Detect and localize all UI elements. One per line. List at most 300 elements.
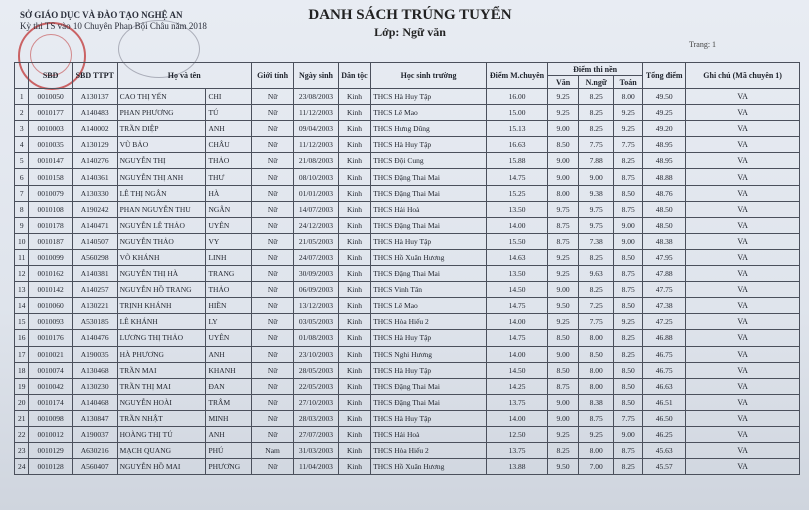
cell-given-name: PHÚ <box>206 443 251 459</box>
cell-ethnic: Kinh <box>338 282 371 298</box>
cell-gender: Nữ <box>251 394 293 410</box>
cell-literature: 9.25 <box>548 314 579 330</box>
table-row <box>15 426 800 442</box>
cell-surname: NGUYỄN HỒ TRANG <box>117 282 206 298</box>
cell-given-name: HÀ <box>206 185 251 201</box>
cell-gender: Nữ <box>251 249 293 265</box>
cell-sbd: 0010162 <box>29 266 72 282</box>
cell-math: 8.25 <box>614 346 643 362</box>
cell-note: VA <box>686 394 800 410</box>
cell-note: VA <box>686 217 800 233</box>
table-row <box>15 443 800 459</box>
col-sbd-ttpt: SBD TTPT <box>72 63 117 89</box>
cell-school: THCS Hà Huy Tập <box>371 330 487 346</box>
cell-sbd: 0010093 <box>29 314 72 330</box>
cell-stt: 23 <box>15 443 29 459</box>
cell-stt: 19 <box>15 378 29 394</box>
cell-stt: 6 <box>15 169 29 185</box>
cell-literature: 9.00 <box>548 121 579 137</box>
cell-foreign-language: 8.00 <box>579 362 614 378</box>
cell-foreign-language: 7.75 <box>579 314 614 330</box>
table-row <box>15 346 800 362</box>
cell-literature: 8.50 <box>548 137 579 153</box>
cell-school: THCS Hồ Xuân Hương <box>371 459 487 475</box>
table-row <box>15 121 800 137</box>
cell-ethnic: Kinh <box>338 185 371 201</box>
cell-total: 46.75 <box>643 346 686 362</box>
cell-surname: LÊ THỊ NGÂN <box>117 185 206 201</box>
col-literature: Văn <box>548 76 579 89</box>
cell-sbd-ttpt: A560298 <box>72 249 117 265</box>
class-subtitle: Lớp: Ngữ văn <box>374 25 446 39</box>
cell-math: 8.25 <box>614 330 643 346</box>
cell-total: 48.50 <box>643 201 686 217</box>
cell-math: 8.25 <box>614 153 643 169</box>
cell-school: THCS Lê Mao <box>371 298 487 314</box>
cell-literature: 8.00 <box>548 185 579 201</box>
cell-surname: HOÀNG THỊ TÚ <box>117 426 206 442</box>
cell-stt: 14 <box>15 298 29 314</box>
cell-gender: Nữ <box>251 282 293 298</box>
cell-foreign-language: 8.50 <box>579 346 614 362</box>
cell-sbd: 0010174 <box>29 394 72 410</box>
cell-sbd-ttpt: A130221 <box>72 298 117 314</box>
cell-school: THCS Đặng Thai Mai <box>371 185 487 201</box>
cell-given-name: THẢO <box>206 153 251 169</box>
cell-math: 9.25 <box>614 105 643 121</box>
cell-math: 7.75 <box>614 137 643 153</box>
cell-sbd: 0010098 <box>29 410 72 426</box>
cell-math: 8.00 <box>614 89 643 105</box>
cell-sbd-ttpt: A530185 <box>72 314 117 330</box>
table-row <box>15 89 800 105</box>
table-row <box>15 362 800 378</box>
table-row <box>15 153 800 169</box>
cell-sbd: 0010129 <box>29 443 72 459</box>
cell-math: 8.50 <box>614 185 643 201</box>
cell-specialty-score: 14.75 <box>486 298 547 314</box>
cell-specialty-score: 14.75 <box>486 169 547 185</box>
cell-foreign-language: 7.75 <box>579 137 614 153</box>
cell-sbd-ttpt: A140361 <box>72 169 117 185</box>
col-name: Họ và tên <box>117 63 251 89</box>
cell-dob: 24/07/2003 <box>294 249 338 265</box>
cell-note: VA <box>686 282 800 298</box>
cell-total: 46.88 <box>643 330 686 346</box>
cell-sbd-ttpt: A140002 <box>72 121 117 137</box>
cell-given-name: TRANG <box>206 266 251 282</box>
cell-sbd-ttpt: A190035 <box>72 346 117 362</box>
cell-math: 9.00 <box>614 217 643 233</box>
table-row <box>15 169 800 185</box>
table-row <box>15 410 800 426</box>
cell-note: VA <box>686 459 800 475</box>
cell-stt: 10 <box>15 233 29 249</box>
table-row <box>15 378 800 394</box>
document-title: DANH SÁCH TRÚNG TUYỂN <box>308 7 512 23</box>
cell-note: VA <box>686 410 800 426</box>
cell-specialty-score: 15.13 <box>486 121 547 137</box>
cell-school: THCS Hòa Hiếu 2 <box>371 443 487 459</box>
cell-school: THCS Đặng Thai Mai <box>371 378 487 394</box>
cell-sbd-ttpt: A190037 <box>72 426 117 442</box>
cell-total: 47.38 <box>643 298 686 314</box>
cell-note: VA <box>686 378 800 394</box>
cell-specialty-score: 13.75 <box>486 394 547 410</box>
cell-stt: 18 <box>15 362 29 378</box>
cell-school: THCS Hưng Dũng <box>371 121 487 137</box>
cell-note: VA <box>686 185 800 201</box>
cell-foreign-language: 8.00 <box>579 443 614 459</box>
cell-literature: 9.50 <box>548 298 579 314</box>
cell-math: 7.75 <box>614 410 643 426</box>
cell-specialty-score: 15.00 <box>486 105 547 121</box>
cell-dob: 11/12/2003 <box>294 137 338 153</box>
cell-dob: 31/03/2003 <box>294 443 338 459</box>
cell-school: THCS Hồ Xuân Hương <box>371 249 487 265</box>
cell-literature: 8.75 <box>548 378 579 394</box>
cell-total: 46.63 <box>643 378 686 394</box>
cell-ethnic: Kinh <box>338 105 371 121</box>
cell-math: 8.75 <box>614 282 643 298</box>
cell-note: VA <box>686 137 800 153</box>
cell-stt: 7 <box>15 185 29 201</box>
cell-ethnic: Kinh <box>338 137 371 153</box>
cell-note: VA <box>686 298 800 314</box>
cell-dob: 13/12/2003 <box>294 298 338 314</box>
cell-surname: NGUYỄN HỒ MAI <box>117 459 206 475</box>
cell-sbd: 0010079 <box>29 185 72 201</box>
cell-foreign-language: 7.25 <box>579 298 614 314</box>
table-row <box>15 298 800 314</box>
cell-gender: Nữ <box>251 153 293 169</box>
table-row <box>15 185 800 201</box>
cell-total: 49.25 <box>643 105 686 121</box>
cell-specialty-score: 15.50 <box>486 233 547 249</box>
cell-sbd-ttpt: A140257 <box>72 282 117 298</box>
col-base-scores: Điểm thi nền <box>548 63 643 76</box>
cell-gender: Nữ <box>251 201 293 217</box>
cell-specialty-score: 13.88 <box>486 459 547 475</box>
cell-dob: 24/12/2003 <box>294 217 338 233</box>
cell-specialty-score: 12.50 <box>486 426 547 442</box>
issuer-department: SỞ GIÁO DỤC VÀ ĐÀO TẠO NGHỆ AN <box>20 10 183 20</box>
cell-math: 8.50 <box>614 394 643 410</box>
cell-math: 8.75 <box>614 201 643 217</box>
cell-ethnic: Kinh <box>338 169 371 185</box>
cell-sbd: 0010074 <box>29 362 72 378</box>
cell-specialty-score: 16.00 <box>486 89 547 105</box>
cell-literature: 9.75 <box>548 201 579 217</box>
cell-given-name: TÚ <box>206 105 251 121</box>
cell-sbd: 0010142 <box>29 282 72 298</box>
cell-ethnic: Kinh <box>338 314 371 330</box>
cell-literature: 9.00 <box>548 169 579 185</box>
cell-literature: 9.25 <box>548 426 579 442</box>
cell-sbd-ttpt: A140468 <box>72 394 117 410</box>
cell-note: VA <box>686 426 800 442</box>
cell-gender: Nữ <box>251 378 293 394</box>
cell-specialty-score: 14.25 <box>486 378 547 394</box>
cell-ethnic: Kinh <box>338 89 371 105</box>
cell-specialty-score: 14.50 <box>486 282 547 298</box>
col-ethnic: Dân tộc <box>338 63 371 89</box>
cell-surname: NGUYỄN THỊ ANH <box>117 169 206 185</box>
cell-sbd-ttpt: A560407 <box>72 459 117 475</box>
cell-total: 46.50 <box>643 410 686 426</box>
cell-sbd-ttpt: A130137 <box>72 89 117 105</box>
cell-sbd: 0010176 <box>29 330 72 346</box>
cell-school: THCS Vinh Tân <box>371 282 487 298</box>
cell-ethnic: Kinh <box>338 233 371 249</box>
cell-ethnic: Kinh <box>338 378 371 394</box>
cell-surname: PHAN PHƯƠNG <box>117 105 206 121</box>
cell-total: 47.88 <box>643 266 686 282</box>
cell-dob: 01/01/2003 <box>294 185 338 201</box>
table-row <box>15 249 800 265</box>
cell-note: VA <box>686 121 800 137</box>
cell-given-name: ANH <box>206 426 251 442</box>
cell-foreign-language: 9.25 <box>579 426 614 442</box>
cell-note: VA <box>686 249 800 265</box>
cell-dob: 06/09/2003 <box>294 282 338 298</box>
cell-gender: Nữ <box>251 137 293 153</box>
cell-dob: 14/07/2003 <box>294 201 338 217</box>
col-dob: Ngày sinh <box>294 63 338 89</box>
cell-total: 49.20 <box>643 121 686 137</box>
cell-given-name: THẢO <box>206 282 251 298</box>
cell-stt: 24 <box>15 459 29 475</box>
cell-gender: Nữ <box>251 217 293 233</box>
cell-foreign-language: 7.00 <box>579 459 614 475</box>
cell-surname: TRẦN THỊ MAI <box>117 378 206 394</box>
cell-school: THCS Hà Huy Tập <box>371 89 487 105</box>
cell-sbd: 0010003 <box>29 121 72 137</box>
table-row <box>15 459 800 475</box>
cell-school: THCS Nghi Hương <box>371 346 487 362</box>
cell-dob: 03/05/2003 <box>294 314 338 330</box>
cell-school: THCS Hải Hoà <box>371 426 487 442</box>
cell-surname: VŨ BẢO <box>117 137 206 153</box>
cell-sbd: 0010108 <box>29 201 72 217</box>
cell-literature: 9.25 <box>548 105 579 121</box>
cell-ethnic: Kinh <box>338 153 371 169</box>
cell-dob: 09/04/2003 <box>294 121 338 137</box>
col-note: Ghi chú (Mã chuyên 1) <box>686 63 800 89</box>
col-math: Toán <box>614 76 643 89</box>
table-row <box>15 394 800 410</box>
cell-school: THCS Đặng Thai Mai <box>371 169 487 185</box>
cell-math: 8.50 <box>614 249 643 265</box>
cell-literature: 9.00 <box>548 410 579 426</box>
col-stt <box>15 63 29 89</box>
table-body <box>15 89 800 475</box>
cell-dob: 23/10/2003 <box>294 346 338 362</box>
table-row <box>15 266 800 282</box>
cell-stt: 3 <box>15 121 29 137</box>
cell-gender: Nữ <box>251 266 293 282</box>
cell-given-name: ANH <box>206 346 251 362</box>
cell-foreign-language: 8.25 <box>579 121 614 137</box>
cell-math: 8.50 <box>614 362 643 378</box>
cell-literature: 8.50 <box>548 362 579 378</box>
cell-stt: 22 <box>15 426 29 442</box>
cell-gender: Nữ <box>251 298 293 314</box>
cell-stt: 9 <box>15 217 29 233</box>
cell-math: 9.00 <box>614 233 643 249</box>
table-header-row <box>15 63 800 76</box>
cell-foreign-language: 9.00 <box>579 169 614 185</box>
cell-school: THCS Hà Huy Tập <box>371 362 487 378</box>
cell-note: VA <box>686 314 800 330</box>
cell-sbd: 0010012 <box>29 426 72 442</box>
cell-sbd: 0010042 <box>29 378 72 394</box>
cell-school: THCS Hà Huy Tập <box>371 410 487 426</box>
cell-sbd-ttpt: A130230 <box>72 378 117 394</box>
cell-literature: 8.50 <box>548 330 579 346</box>
cell-surname: NGUYỄN THẢO <box>117 233 206 249</box>
cell-specialty-score: 13.50 <box>486 201 547 217</box>
cell-foreign-language: 8.00 <box>579 330 614 346</box>
cell-specialty-score: 14.63 <box>486 249 547 265</box>
cell-sbd: 0010099 <box>29 249 72 265</box>
cell-total: 48.38 <box>643 233 686 249</box>
cell-stt: 4 <box>15 137 29 153</box>
cell-foreign-language: 8.00 <box>579 378 614 394</box>
cell-sbd: 0010187 <box>29 233 72 249</box>
cell-ethnic: Kinh <box>338 201 371 217</box>
cell-math: 8.50 <box>614 378 643 394</box>
col-sbd: SBD <box>29 63 72 89</box>
cell-stt: 8 <box>15 201 29 217</box>
cell-specialty-score: 14.75 <box>486 330 547 346</box>
cell-ethnic: Kinh <box>338 410 371 426</box>
cell-foreign-language: 7.88 <box>579 153 614 169</box>
cell-total: 48.50 <box>643 217 686 233</box>
cell-stt: 11 <box>15 249 29 265</box>
cell-stt: 1 <box>15 89 29 105</box>
cell-gender: Nữ <box>251 330 293 346</box>
cell-foreign-language: 8.25 <box>579 89 614 105</box>
cell-sbd-ttpt: A130468 <box>72 362 117 378</box>
cell-given-name: CHÂU <box>206 137 251 153</box>
cell-gender: Nữ <box>251 346 293 362</box>
cell-foreign-language: 7.38 <box>579 233 614 249</box>
cell-sbd-ttpt: A130129 <box>72 137 117 153</box>
cell-school: THCS Đặng Thai Mai <box>371 217 487 233</box>
cell-dob: 28/03/2003 <box>294 410 338 426</box>
cell-given-name: PHƯƠNG <box>206 459 251 475</box>
cell-specialty-score: 15.88 <box>486 153 547 169</box>
col-total: Tổng điểm <box>643 63 686 89</box>
cell-specialty-score: 14.00 <box>486 346 547 362</box>
cell-surname: NGUYỄN HOÀI <box>117 394 206 410</box>
cell-total: 47.75 <box>643 282 686 298</box>
cell-sbd: 0010178 <box>29 217 72 233</box>
cell-note: VA <box>686 89 800 105</box>
cell-stt: 12 <box>15 266 29 282</box>
table-row <box>15 137 800 153</box>
cell-total: 48.95 <box>643 153 686 169</box>
cell-sbd: 0010060 <box>29 298 72 314</box>
cell-gender: Nữ <box>251 105 293 121</box>
cell-note: VA <box>686 346 800 362</box>
cell-sbd: 0010050 <box>29 89 72 105</box>
cell-dob: 28/05/2003 <box>294 362 338 378</box>
cell-literature: 9.00 <box>548 346 579 362</box>
table-row <box>15 217 800 233</box>
cell-stt: 21 <box>15 410 29 426</box>
cell-literature: 9.50 <box>548 459 579 475</box>
cell-sbd-ttpt: A140381 <box>72 266 117 282</box>
col-foreign-language: N.ngữ <box>579 76 614 89</box>
cell-dob: 21/05/2003 <box>294 233 338 249</box>
cell-ethnic: Kinh <box>338 121 371 137</box>
cell-given-name: LY <box>206 314 251 330</box>
cell-ethnic: Kinh <box>338 298 371 314</box>
table-row <box>15 201 800 217</box>
cell-note: VA <box>686 201 800 217</box>
cell-surname: LÊ KHÁNH <box>117 314 206 330</box>
cell-given-name: ANH <box>206 121 251 137</box>
cell-given-name: HIỀN <box>206 298 251 314</box>
cell-math: 9.25 <box>614 121 643 137</box>
cell-dob: 08/10/2003 <box>294 169 338 185</box>
cell-total: 45.63 <box>643 443 686 459</box>
cell-note: VA <box>686 266 800 282</box>
cell-ethnic: Kinh <box>338 443 371 459</box>
cell-surname: NGUYỄN THỊ <box>117 153 206 169</box>
cell-gender: Nữ <box>251 169 293 185</box>
col-specialty-score: Điểm M.chuyên <box>486 63 547 89</box>
cell-ethnic: Kinh <box>338 459 371 475</box>
cell-ethnic: Kinh <box>338 266 371 282</box>
admission-table <box>14 62 800 475</box>
cell-surname: TRẦN MAI <box>117 362 206 378</box>
cell-sbd: 0010021 <box>29 346 72 362</box>
cell-gender: Nữ <box>251 314 293 330</box>
cell-specialty-score: 13.50 <box>486 266 547 282</box>
col-school: Học sinh trường <box>371 63 487 89</box>
cell-surname: TRẦN NHẬT <box>117 410 206 426</box>
table-row <box>15 314 800 330</box>
cell-total: 47.95 <box>643 249 686 265</box>
cell-given-name: TRÂM <box>206 394 251 410</box>
cell-school: THCS Đặng Thai Mai <box>371 394 487 410</box>
cell-given-name: NGÂN <box>206 201 251 217</box>
cell-foreign-language: 8.75 <box>579 410 614 426</box>
cell-note: VA <box>686 169 800 185</box>
cell-gender: Nam <box>251 443 293 459</box>
cell-ethnic: Kinh <box>338 330 371 346</box>
cell-note: VA <box>686 362 800 378</box>
cell-literature: 9.00 <box>548 394 579 410</box>
cell-foreign-language: 9.75 <box>579 201 614 217</box>
page-number: Trang: 1 <box>689 40 717 49</box>
cell-literature: 8.75 <box>548 233 579 249</box>
cell-sbd-ttpt: A140476 <box>72 330 117 346</box>
cell-total: 46.25 <box>643 426 686 442</box>
cell-sbd-ttpt: A140507 <box>72 233 117 249</box>
cell-given-name: KHANH <box>206 362 251 378</box>
cell-given-name: ĐAN <box>206 378 251 394</box>
cell-dob: 11/12/2003 <box>294 105 338 121</box>
cell-stt: 13 <box>15 282 29 298</box>
cell-total: 49.50 <box>643 89 686 105</box>
cell-foreign-language: 8.25 <box>579 249 614 265</box>
cell-given-name: THƯ <box>206 169 251 185</box>
cell-sbd: 0010035 <box>29 137 72 153</box>
